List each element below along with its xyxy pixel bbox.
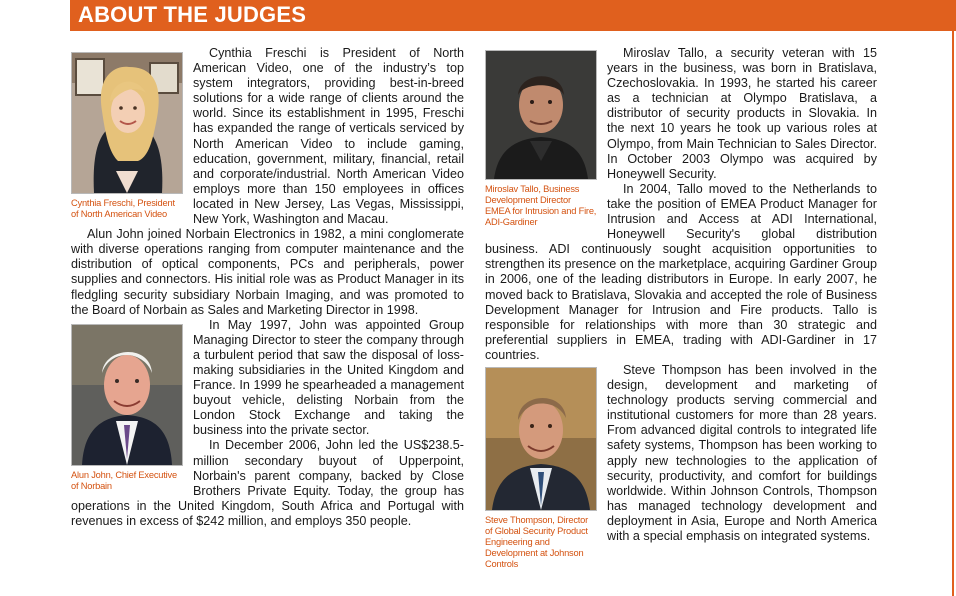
right-column [485,46,877,572]
section-title: ABOUT THE JUDGES [78,2,307,27]
tallo-photo [485,50,597,180]
thompson-photo [485,367,597,511]
thompson-photo-block [485,367,597,570]
john-bio-2: In May 1997, John was appointed Group Managing Director to steer the company through a turbulent period that saw the disposal of loss-making subsidiaries in the United Kingdom and France. In 1999 he spearheaded a management buyout vehicle, delisting Norbain from the London Stock Exchange and taking the business into the private sector. [193,317,464,438]
left-column [71,46,464,529]
john-caption: Alun John, Chief Executive of Norbain [71,469,177,491]
john-photo [71,324,183,466]
freschi-bio: Cynthia Freschi is President of North American Video, one of the industry’s top system integrators, providing best-in-breed solutions for a wide range of clients around the world. Since its establishment in 1995, Freschi has expanded the range of verticals serviced by North American Video to include gaming, education, government, military, financial, retail and corporate/industrial. North American Video employs more than 150 employees in offices located in New Jersey, Las Vegas, Mississippi, New York, Washington and Macau. [193,46,464,227]
john-photo-block [71,324,183,492]
freschi-photo [71,52,183,194]
tallo-caption: Miroslav Tallo, Business Development Director EMEA for Intrusion and Fire, ADI-Gardiner [485,184,597,227]
freschi-photo-block [71,52,183,220]
john-bio-1: Alun John joined Norbain Electronics in 1982, a mini conglomerate with diverse operations ranging from computer maintenance and the distribution of optical components, PCs and peripherals, power supplies and connectors. His initial role was as Product Manager in its fledgling security subsidiary Norbain Imaging, and was promoted to the Board of Norbain as Sales and Marketing Director in 1998. [71,227,464,317]
thompson-bio: Steve Thompson has been involved in the design, development and marketing of technology products serving commercial and institutional customers for more than 28 years. From advanced digital controls to integrated life safety systems, Thompson has been working to apply new technologies to the application of security, productivity, and comfort for buildings worldwide. Within Johnson Controls, Thompson has managed technology development and deployment in Asia, Europe and North America with a special emphasis on integrated systems. [607,362,877,543]
tallo-bio-1: Miroslav Tallo, a security veteran with 15 years in the business, was born in Bratislava, Czechoslovakia. In 1993, he started his career as a technician at Olympo Bratislava, a distributor of security products in Slovakia. In the next 10 years he took up various roles at Olympo, from Main Technician to Sales Director. In October 2003 Olympo was acquired by Honeywell Security. [607,46,877,181]
page-border [952,31,954,596]
thompson-caption: Steve Thompson, Director of Global Security Product Engineering and Development at Johnson Controls [485,514,589,569]
section-header [70,0,956,31]
freschi-caption: Cynthia Freschi, President of North American Video [71,198,175,219]
tallo-bio-2: In 2004, Tallo moved to the Netherlands to take the position of EMEA Product Manager for Intrusion and Access at ADI International, Honeywell Security's global distribution business. ADI continuously sought acquisition opportunities to strengthen its presence on the marketplace, acquiring Gardiner Group in 2006, one of the leading distributors in Europe. In early 2007, he moved back to Bratislava, Slovakia and accepted the role of Business Development Manager for Intrusion and Fire products. Tallo is responsible for relationships with more than 30 strategic and preferential suppliers in EMEA, trading with ADI-Gardiner in 17 countries. [485,181,877,362]
tallo-photo-block [485,50,597,228]
john-bio-3: In December 2006, John led the US$238.5-million secondary buyout of Upperpoint, Norbain's parent company, backed by Close Brothers Private Equity. Today, the group has operations in the United Kingdom, South Africa and Portugal with revenues in excess of $242 million, and employs 350 people. [71,438,464,528]
